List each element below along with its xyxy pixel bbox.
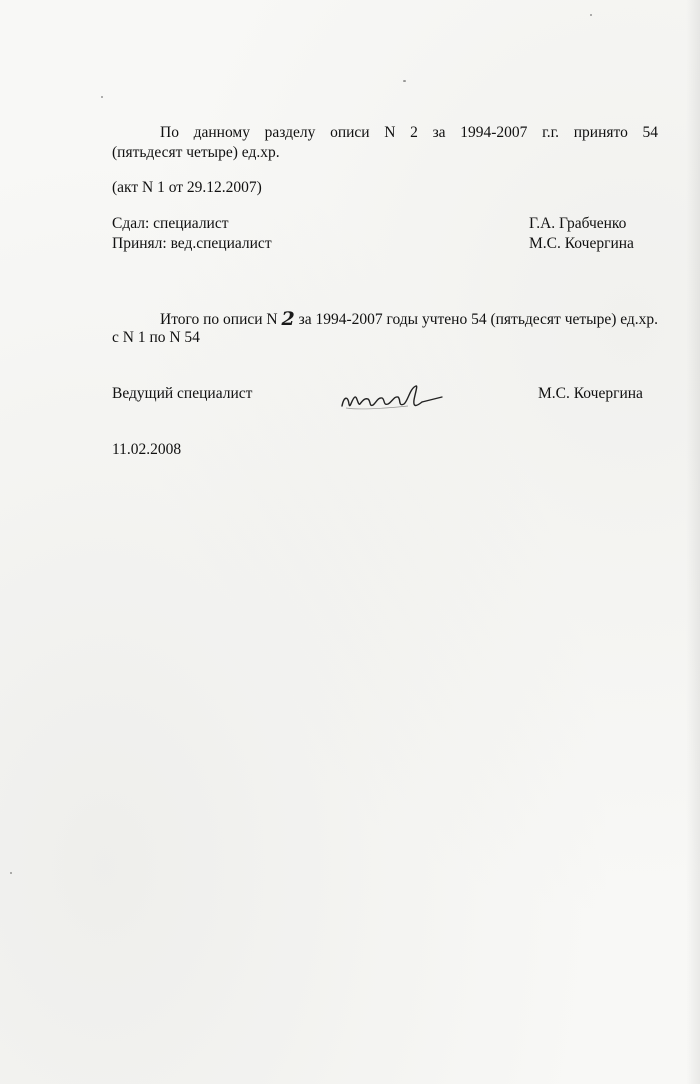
scan-edge-shadow [686,0,700,1084]
section-summary-line1: По данному разделу описи N 2 за 1994-2007 г.г. принято 54 [160,124,658,141]
scan-speck [101,96,103,98]
document-date: 11.02.2008 [112,441,182,458]
handwritten-inventory-number: 2 [281,308,295,330]
signatory-name: М.С. Кочергина [538,385,643,402]
total-line2: с N 1 по N 54 [112,329,200,346]
scan-speck [403,80,406,82]
scan-speck [10,872,12,874]
scan-speck [590,14,592,16]
handover-name-gave: Г.А. Грабченко [529,215,627,232]
section-summary-line2: (пятьдесят четыре) ед.хр. [112,144,280,161]
handover-name-received: М.С. Кочергина [529,235,634,252]
handover-label-received: Принял: вед.специалист [112,235,272,252]
signatory-position: Ведущий специалист [112,385,253,402]
handover-label-gave: Сдал: специалист [112,215,229,232]
total-line1 [160,308,658,330]
handwritten-signature [338,380,456,416]
total-line1-prefix: Итого по описи N [160,311,278,328]
act-reference: (акт N 1 от 29.12.2007) [112,179,262,196]
total-line1-suffix: за 1994-2007 годы учтено 54 (пятьдесят четыре) ед.хр. [298,311,659,328]
